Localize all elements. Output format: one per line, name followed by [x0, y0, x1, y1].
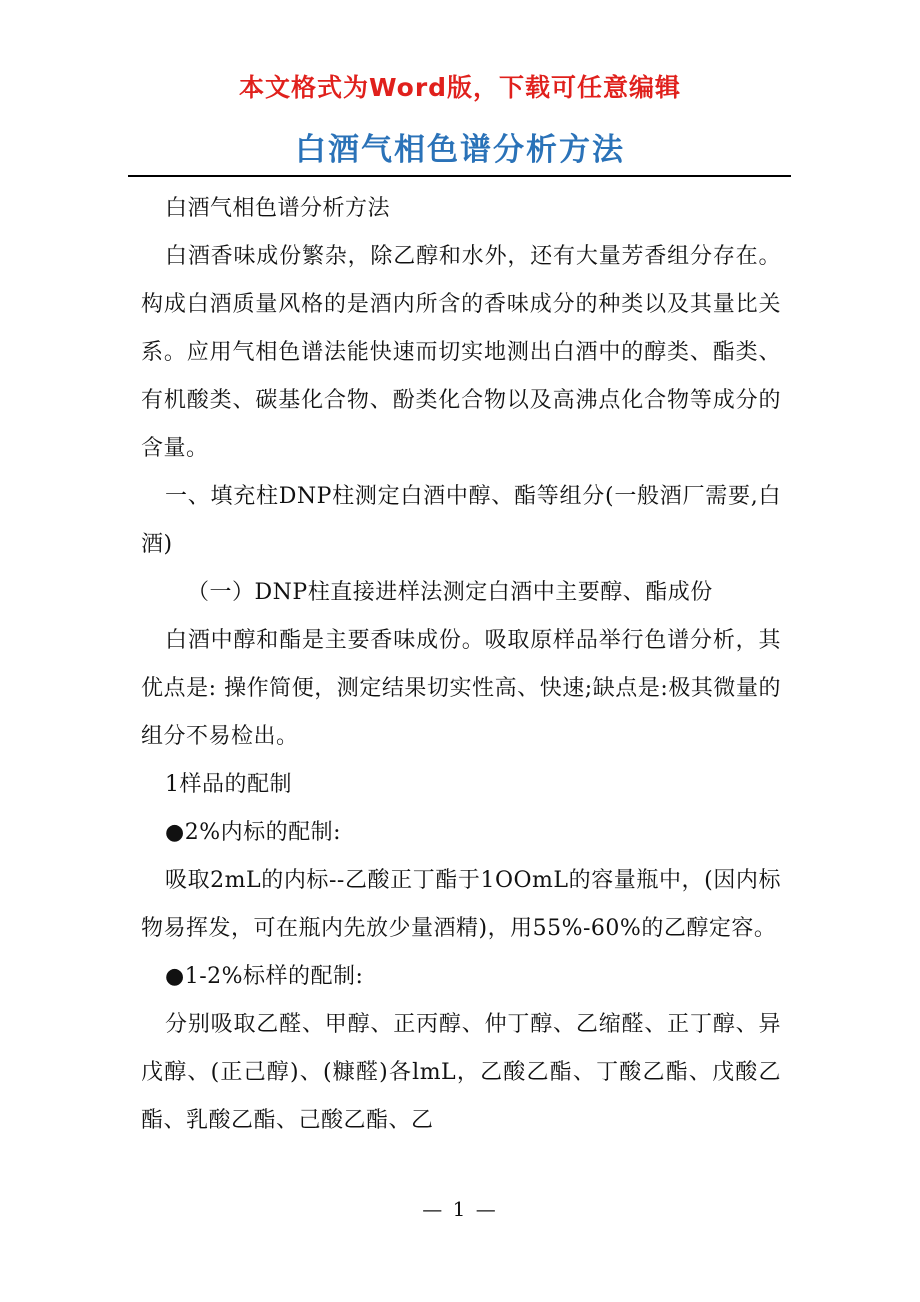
download-banner: 本文格式为Word版，下载可任意编辑 — [238, 73, 682, 102]
bullet-standard-sample: ●1-2%标样的配制: — [165, 964, 364, 989]
document-body — [141, 185, 781, 1145]
paragraph-internal-standard: 吸取2mL的内标--乙酸正丁酯于1OOmL的容量瓶中，(因内标物易挥发，可在瓶内先放少量酒精)，用55%-60%的乙醇定容。 — [141, 868, 781, 941]
paragraph-intro: 白酒香味成份繁杂，除乙醇和水外，还有大量芳香组分存在。构成白酒质量风格的是酒内所含的香味成分的种类以及其量比关系。应用气相色谱法能快速而切实地测出白酒中的醇类、酯类、有机酸类、碳基化合物、酚类化合物以及高沸点化合物等成分的含量。 — [141, 244, 781, 461]
paragraph-heading: 白酒气相色谱分析方法 — [165, 196, 391, 221]
page-number: — 1 — — [422, 1197, 498, 1221]
subsection-heading-1: （一）DNP柱直接进样法测定白酒中主要醇、酯成份 — [187, 580, 713, 605]
title-divider — [128, 175, 791, 177]
section-heading-1: 一、填充柱DNP柱测定白酒中醇、酯等组分(一般酒厂需要,白酒) — [141, 484, 781, 557]
bullet-internal-standard: ●2%内标的配制: — [165, 820, 342, 845]
paragraph-standard-sample: 分别吸取乙醛、甲醇、正丙醇、仲丁醇、乙缩醛、正丁醇、异戊醇、(正己醇)、(糠醛)各lmL，乙酸乙酯、丁酸乙酯、戊酸乙酯、乳酸乙酯、己酸乙酯、乙 — [141, 1012, 781, 1133]
step-heading-1: 1样品的配制 — [165, 772, 292, 797]
document-title: 白酒气相色谱分析方法 — [295, 132, 625, 168]
paragraph-method: 白酒中醇和酯是主要香味成份。吸取原样品举行色谱分析，其优点是: 操作简便，测定结果切实性高、快速;缺点是:极其微量的组分不易检出。 — [141, 628, 781, 749]
